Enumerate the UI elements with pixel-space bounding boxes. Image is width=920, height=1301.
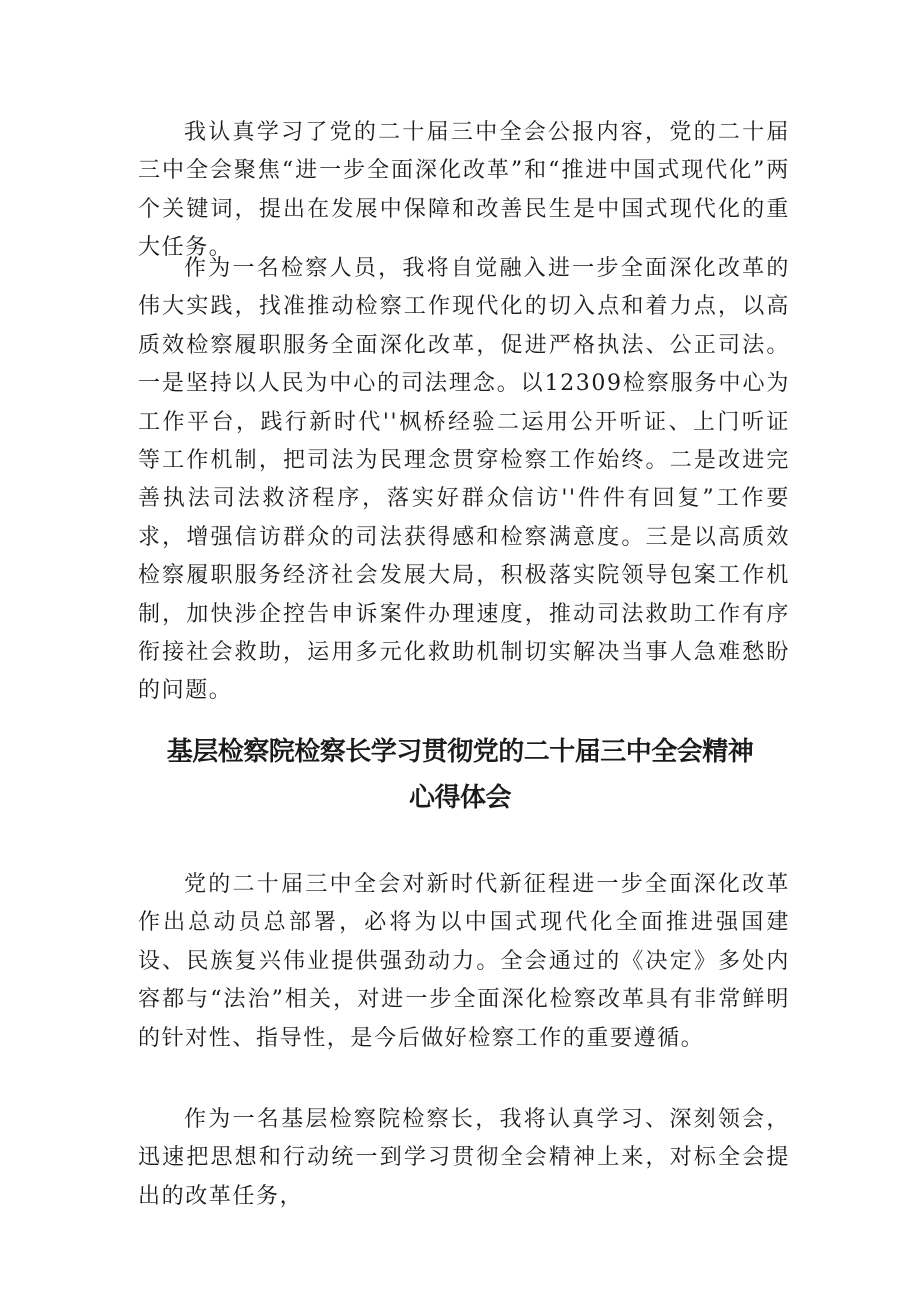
section-title-line: 基层检察院检察长学习贯彻党的二十届三中全会精神 [166, 737, 754, 767]
body-paragraph: 党的二十届三中全会对新时代新征程进一步全面深化改革作出总动员总部署，必将为以中国式现代化全面推进强国建设、民族复兴伟业提供强劲动力。全会通过的《决定》多处内容都与“法治”相关，对进一步全面深化检察改革具有非常鲜明的针对性、指导性，是今后做好检察工作的重要遵循。 [138, 872, 790, 1051]
body-paragraph: 作为一名检察人员，我将自觉融入进一步全面深化改革的伟大实践，找准推动检察工作现代化的切入点和着力点，以高质效检察履职服务全面深化改革，促进严格执法、公正司法。一是坚持以人民为中心的司法理念。以12309检察服务中心为工作平台，践行新时代''枫桥经验二运用公开听证、上门听证等工作机制，把司法为民理念贯穿检察工作始终。二是改进完善执法司法救济程序，落实好群众信访''件件有回复”工作要求，增强信访群众的司法获得感和检察满意度。三是以高质效检察履职服务经济社会发展大局，积极落实院领导包案工作机制，加快涉企控告申诉案件办理速度，推动司法救助工作有序衔接社会救助，运用多元化救助机制切实解决当事人急难愁盼的问题。 [138, 256, 790, 704]
section-title [120, 729, 800, 821]
body-paragraph: 我认真学习了党的二十届三中全会公报内容，党的二十届三中全会聚焦“进一步全面深化改革”和“推进中国式现代化”两个关键词，提出在发展中保障和改善民生是中国式现代化的重大任务。 [138, 120, 790, 261]
body-paragraph: 作为一名基层检察院检察长，我将认真学习、深刻领会，迅速把思想和行动统一到学习贯彻全会精神上来，对标全会提出的改革任务， [138, 1107, 790, 1209]
section-title-line: 心得体会 [408, 783, 511, 813]
